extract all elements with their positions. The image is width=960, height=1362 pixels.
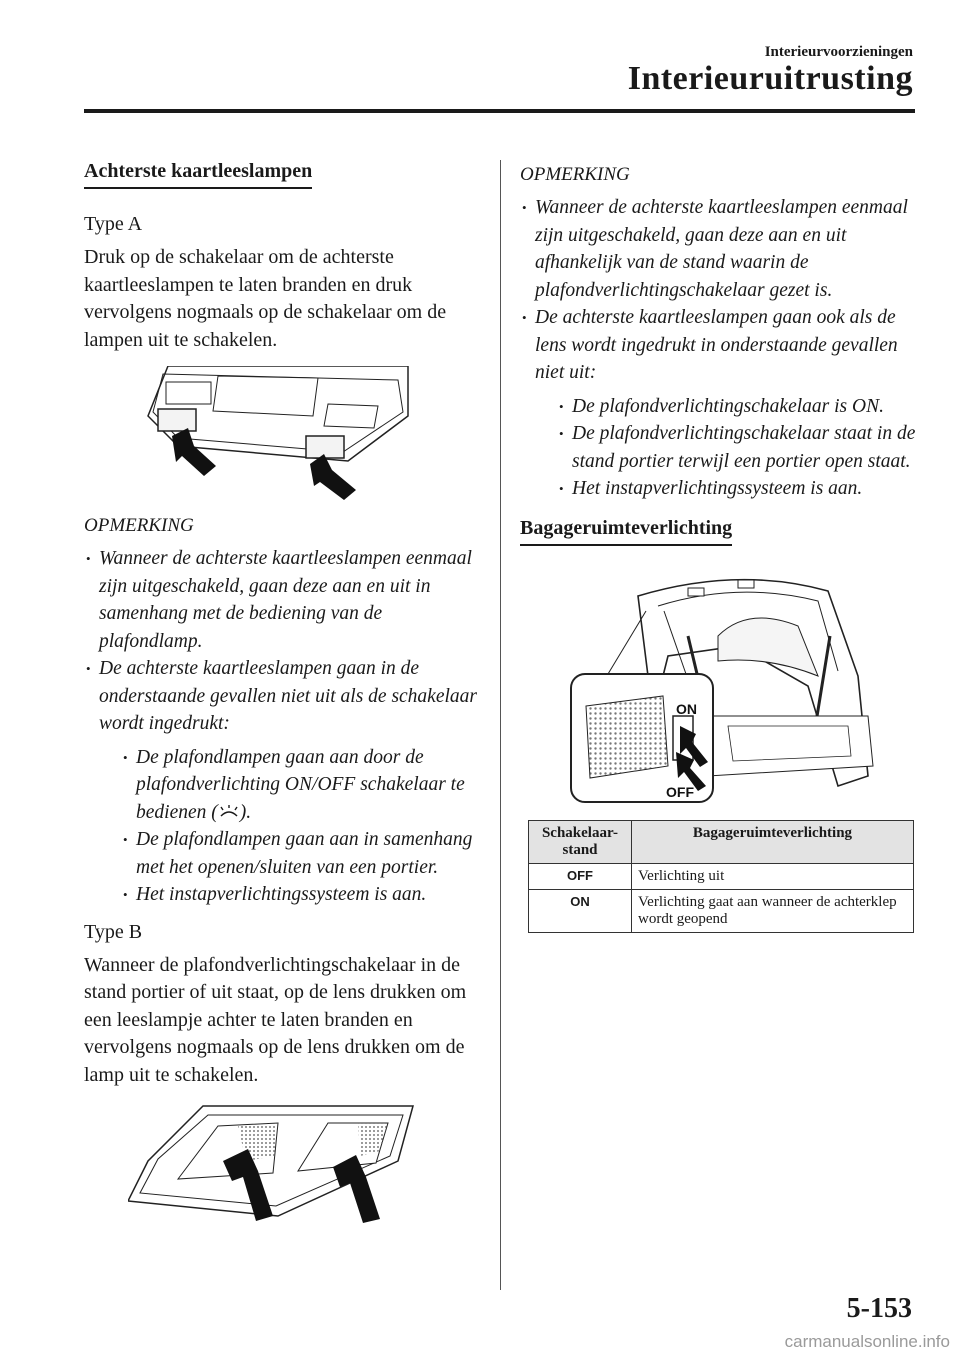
cargo-light-title: Bagageruimteverlichting (520, 516, 733, 539)
type-a-label: Type A (84, 213, 143, 235)
watermark: carmanualsonline.info (784, 1332, 950, 1351)
note-item (520, 304, 920, 503)
note-sublist (535, 393, 920, 503)
note-heading: OPMERKING (520, 164, 630, 185)
note-item-text: De achterste kaartleeslampen gaan ook als de lens wordt ingedrukt in onderstaande gevallen niet uit: (535, 307, 898, 383)
type-a-switch-illustration (138, 366, 438, 501)
note-subitem: • Het instapverlichtingssysteem is aan. (121, 881, 482, 909)
column-divider (500, 160, 501, 1290)
table-row (529, 863, 914, 889)
heading-underline (84, 187, 312, 189)
page-number: 5-153 (846, 1293, 912, 1324)
section-title: Interieuruitrusting (627, 60, 913, 97)
type-b-label: Type B (84, 920, 143, 943)
note-subitem-text: ). (239, 801, 252, 823)
dome-light-icon (218, 805, 240, 819)
switch-position: ON (529, 889, 632, 932)
type-b-text: Wanneer de plafondverlichtingschakelaar in de stand portier of uit staat, op de lens drukken om een leeslampje achter te laten branden en vervolgens nogmaals op de lens drukken om de lamp uit te schakelen. (84, 953, 467, 1086)
cargo-light-table (528, 820, 914, 933)
note-subitem-text: De plafondlampen gaan aan door de plafondverlichting ON/OFF schakelaar te bedienen ( (136, 746, 465, 823)
note-list (84, 545, 482, 909)
note-sublist (99, 744, 482, 909)
note-subitem: • De plafondverlichtingschakelaar staat in de stand portier terwijl een portier open staat. (557, 420, 920, 475)
table-row (529, 889, 914, 932)
off-label: OFF (666, 783, 694, 800)
light-description: Verlichting uit (632, 863, 914, 889)
note-item-text: De achterste kaartleeslampen gaan in de onderstaande gevallen niet uit als de schakelaar wordt ingedrukt: (99, 658, 478, 734)
rear-map-lamps-heading (84, 160, 312, 189)
type-b-lens-illustration (128, 1101, 428, 1223)
note-heading: OPMERKING (84, 515, 194, 536)
note-item: • Wanneer de achterste kaartleeslampen eenmaal zijn uitgeschakeld, gaan deze aan en uit afhankelijk van de stand waarin de plafondverlichtingschakelaar gezet is. (520, 194, 920, 304)
chapter-title: Interieurvoorzieningen (764, 44, 913, 60)
cargo-light-heading (520, 517, 732, 546)
header-rule (84, 109, 915, 113)
table-header: Schakelaar-stand (529, 820, 632, 863)
light-description: Verlichting gaat aan wanneer de achterklep wordt geopend (632, 889, 914, 932)
note-subitem: • De plafondverlichtingschakelaar is ON. (557, 393, 920, 421)
note-subitem: • De plafondlampen gaan aan in samenhang met het openen/sluiten van een portier. (121, 826, 482, 881)
note-subitem (121, 744, 482, 827)
heading-underline (520, 544, 732, 546)
table-header-row (529, 820, 914, 863)
right-column (520, 160, 920, 933)
note-item (84, 655, 482, 909)
on-label: ON (676, 700, 697, 717)
rear-map-lamps-title: Achterste kaartleeslampen (84, 160, 313, 182)
note-subitem: • Het instapverlichtingssysteem is aan. (557, 475, 920, 503)
cargo-light-illustration (568, 566, 878, 806)
switch-position: OFF (529, 863, 632, 889)
table-header: Bagageruimteverlichting (632, 820, 914, 863)
type-a-text: Druk op de schakelaar om de achterste kaartleeslampen te laten branden en druk vervolgens nogmaals op de schakelaar om de lampen uit te schakelen. (84, 246, 447, 351)
note-item: • Wanneer de achterste kaartleeslampen eenmaal zijn uitgeschakeld, gaan deze aan en uit in samenhang met de bediening van de plafondlamp. (84, 545, 482, 655)
note-list (520, 194, 920, 503)
left-column (84, 160, 482, 1237)
